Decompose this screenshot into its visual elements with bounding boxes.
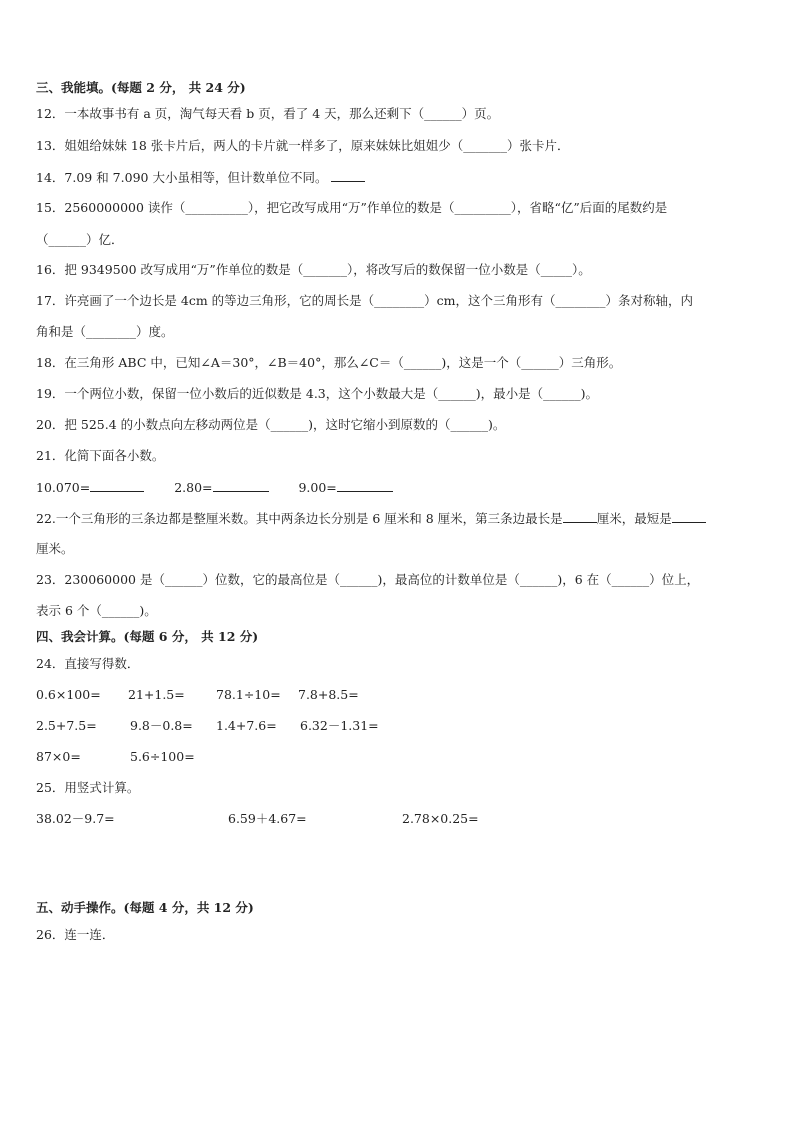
- calc-item: 5.6÷100=: [130, 749, 195, 764]
- question-14: [36, 169, 365, 186]
- answer-blank[interactable]: [563, 510, 597, 523]
- vertical-calc-item: 2.78×0.25=: [402, 811, 479, 826]
- answer-blank[interactable]: [90, 479, 144, 492]
- calc-item: 6.32－1.31=: [300, 718, 379, 733]
- answer-blank[interactable]: [337, 479, 393, 492]
- question-17-line2: 角和是（________）度。: [36, 324, 174, 339]
- question-24-row3: [36, 749, 195, 765]
- vertical-calc-item: 38.02－9.7=: [36, 811, 115, 826]
- answer-blank[interactable]: [213, 479, 269, 492]
- question-17-line1: 17．许亮画了一个边长是 4cm 的等边三角形，它的周长是（________）cm，这个三角形有（________）条对称轴，内: [36, 293, 694, 308]
- vertical-calc-item: 6.59＋4.67=: [228, 811, 307, 826]
- calc-item: 7.8+8.5=: [298, 687, 359, 702]
- question-24-row1: [36, 687, 359, 703]
- question-12: 12．一本故事书有 a 页，淘气每天看 b 页，看了 4 天，那么还剩下（______）页。: [36, 106, 500, 121]
- calc-item: 87×0=: [36, 749, 81, 764]
- question-25-items: [36, 811, 479, 827]
- section3-title: 三、我能填。(每题 2 分， 共 24 分): [36, 80, 246, 95]
- simplify-item-1: 10.070=: [36, 480, 91, 495]
- calc-item: 2.5+7.5=: [36, 718, 97, 733]
- question-18: 18．在三角形 ABC 中，已知∠A＝30°，∠B＝40°，那么∠C＝（______)，这是一个（______）三角形。: [36, 355, 622, 370]
- calc-item: 9.8－0.8=: [130, 718, 193, 733]
- section5-title: 五、动手操作。(每题 4 分，共 12 分): [36, 900, 254, 915]
- question-20: 20．把 525.4 的小数点向左移动两位是（______)，这时它缩小到原数的（______)。: [36, 417, 506, 432]
- simplify-item-2: 2.80=: [174, 480, 213, 495]
- question-24-row2: [36, 718, 379, 734]
- question-16: 16．把 9349500 改写成用“万”作单位的数是（_______），将改写后的数保留一位小数是（_____）。: [36, 262, 591, 277]
- question-15-line2: （______）亿．: [36, 232, 124, 247]
- question-22-mid: 厘米，最短是: [596, 511, 672, 526]
- question-23-line2: 表示 6 个（______)。: [36, 603, 157, 618]
- question-23-line1: 23．230060000 是（______）位数，它的最高位是（______)，最高位的计数单位是（______)，6 在（______）位上，: [36, 572, 700, 587]
- answer-blank[interactable]: [331, 169, 365, 182]
- question-21-items: [36, 479, 393, 496]
- question-22-line2: 厘米。: [36, 541, 74, 556]
- calc-item: 21+1.5=: [128, 687, 185, 702]
- question-21: 21．化简下面各小数。: [36, 448, 165, 463]
- section4-title: 四、我会计算。(每题 6 分， 共 12 分): [36, 629, 259, 644]
- question-25: 25．用竖式计算。: [36, 780, 140, 795]
- calc-item: 1.4+7.6=: [216, 718, 277, 733]
- question-19: 19．一个两位小数，保留一位小数后的近似数是 4.3，这个小数最大是（______)，最小是（______)。: [36, 386, 599, 401]
- calc-item: 78.1÷10=: [216, 687, 281, 702]
- question-14-text: 14．7.09 和 7.090 大小虽相等，但计数单位不同。: [36, 170, 328, 185]
- question-13: 13．姐姐给妹妹 18 张卡片后，两人的卡片就一样多了，原来妹妹比姐姐少（_______）张卡片．: [36, 138, 570, 153]
- question-26: 26．连一连．: [36, 927, 115, 942]
- answer-blank[interactable]: [672, 510, 706, 523]
- question-22-line1: [36, 510, 706, 527]
- simplify-item-3: 9.00=: [298, 480, 337, 495]
- question-24: 24．直接写得数．: [36, 656, 140, 671]
- calc-item: 0.6×100=: [36, 687, 101, 702]
- question-22-text: 22.一个三角形的三条边都是整厘米数。其中两条边长分别是 6 厘米和 8 厘米，第三条边最长是: [36, 511, 563, 526]
- question-15-line1: 15．2560000000 读作（__________），把它改写成用“万”作单位的数是（_________），省略“亿”后面的尾数约是: [36, 200, 668, 215]
